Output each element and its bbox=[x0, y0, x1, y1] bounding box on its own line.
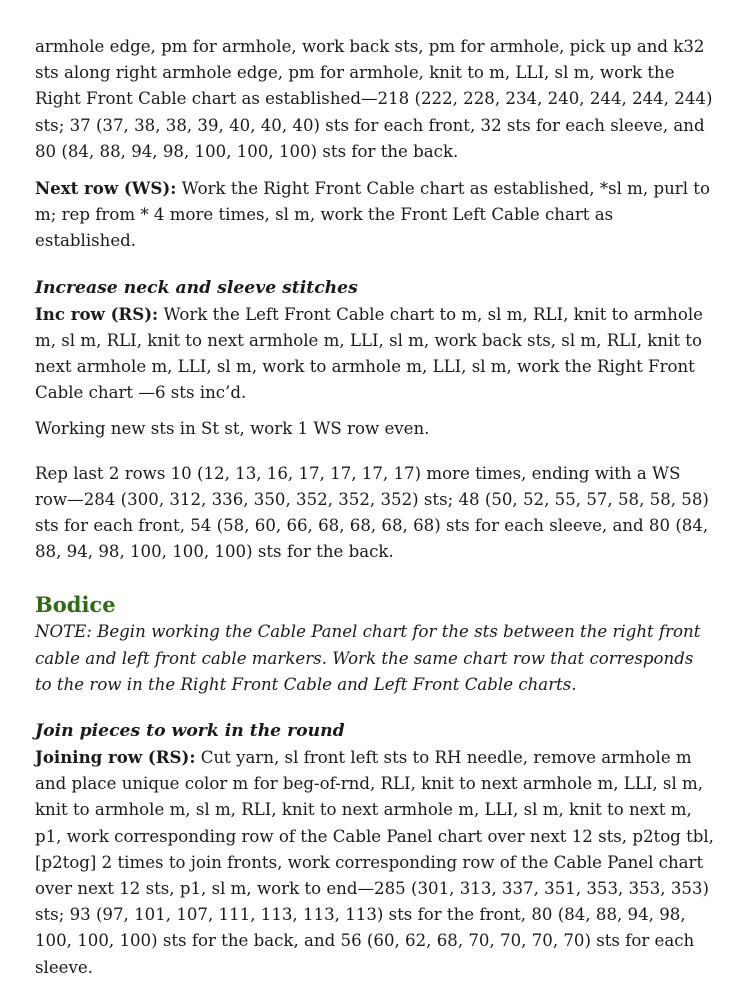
next-row-label: Next row (WS): bbox=[35, 178, 177, 199]
subheading-join-pieces: Join pieces to work in the round bbox=[35, 721, 345, 742]
paragraph-repeat-rows: Rep last 2 rows 10 (12, 13, 16, 17, 17, 17, 17) more times, ending with a WS row—284 (300, 312, 336, 350, 352, 352, 352) sts; 48 (50, 52, 55, 57, 58, 58, 58) sts for each front, 54 (58, 60, 66, 68, 68, 68, 68) sts for each sleeve, and 80 (84, 88, 94, 98, 100, 100, 100) sts for the back. bbox=[35, 463, 709, 562]
inc-row-label: Inc row (RS): bbox=[35, 303, 159, 324]
next-row-text: Work the Right Front Cable chart as established, *sl m, purl to m; rep from * 4 more times, sl m, work the Front Left Cable chart as established. bbox=[35, 179, 710, 251]
paragraph-next-row bbox=[35, 175, 714, 255]
paragraph-continued-pickup: armhole edge, pm for armhole, work back sts, pm for armhole, pick up and k32 sts along right armhole edge, pm for armhole, knit to m, LLI, sl m, work the Right Front Cable chart as established—218 (222, 228, 234, 240, 244, 244, 244) sts; 37 (37, 38, 38, 39, 40, 40, 40) sts for each front, 32 sts for each sleeve, and 80 (84, 88, 94, 98, 100, 100, 100) sts for the back. bbox=[35, 37, 713, 161]
paragraph-inc-row bbox=[35, 301, 714, 407]
paragraph-ws-row-even: Working new sts in St st, work 1 WS row even. bbox=[35, 419, 430, 439]
paragraph-joining-row bbox=[35, 744, 714, 981]
section-heading-bodice: Bodice bbox=[35, 592, 116, 618]
joining-row-text: Cut yarn, sl front left sts to RH needle, remove armhole m and place unique color m for beg-of-rnd, RLI, knit to next armhole m, LLI, sl m, knit to armhole m, sl m, RLI, knit to next armhole m, LLI, sl m, knit to next m, p1, work corresponding row of the Cable Panel chart over next 12 sts, p2tog tbl, [p2tog] 2 times to join fronts, work corresponding row of the Cable Panel chart over next 12 sts, p1, sl m, work to end—285 (301, 313, 337, 351, 353, 353, 353) sts; 93 (97, 101, 107, 111, 113, 113, 113) sts for the front, 80 (84, 88, 94, 98, 100, 100, 100) sts for the back, and 56 (60, 62, 68, 70, 70, 70, 70) sts for each sleeve. bbox=[35, 748, 714, 977]
subheading-increase-neck: Increase neck and sleeve stitches bbox=[35, 277, 358, 298]
paragraph-note: NOTE: Begin working the Cable Panel chart for the sts between the right front cable and left front cable markers. Work the same chart row that corresponds to the row in the Right Front Cable and Left Front Cable charts. bbox=[35, 622, 701, 694]
inc-row-text: Work the Left Front Cable chart to m, sl m, RLI, knit to armhole m, sl m, RLI, knit to next armhole m, LLI, sl m, work back sts, sl m, RLI, knit to next armhole m, LLI, sl m, work to armhole m, LLI, sl m, work the Right Front Cable chart —6 sts inc’d. bbox=[35, 304, 703, 403]
joining-row-label: Joining row (RS): bbox=[35, 747, 196, 768]
